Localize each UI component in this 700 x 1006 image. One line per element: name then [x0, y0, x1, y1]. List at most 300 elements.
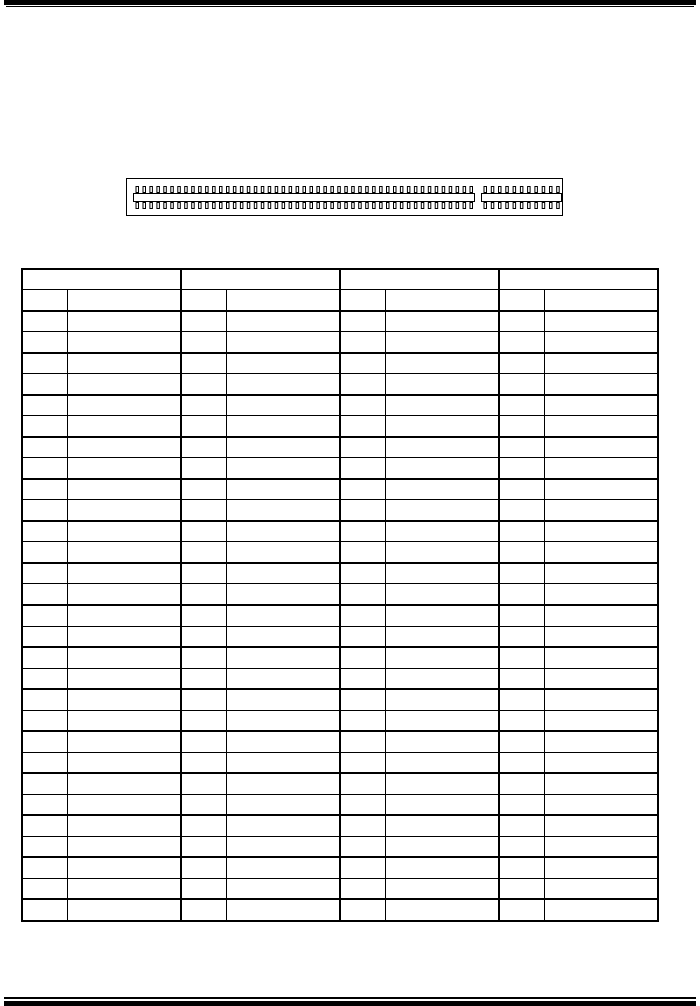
pin-number-cell — [340, 899, 385, 921]
slot-pin-bottom — [171, 203, 174, 209]
slot-pin-bottom — [254, 203, 256, 209]
signal-name-cell — [544, 542, 658, 563]
signal-name-cell — [226, 773, 340, 794]
pin-number-cell — [499, 710, 544, 731]
slot-pin-top — [442, 187, 445, 193]
signal-name-cell — [385, 710, 499, 731]
signal-name-cell — [385, 416, 499, 437]
slot-pin-top — [394, 187, 397, 193]
slot-pin-top — [400, 187, 403, 193]
pin-number-cell — [22, 521, 67, 542]
signal-name-cell — [226, 794, 340, 815]
slot-pin-top — [470, 187, 473, 193]
pin-number-cell — [22, 710, 67, 731]
slot-pin-bottom — [164, 203, 167, 209]
slot-pin-bottom — [400, 203, 403, 209]
signal-name-cell — [385, 584, 499, 605]
signal-name-cell — [226, 353, 340, 374]
pin-number-cell — [340, 836, 385, 857]
pin-number-cell — [22, 332, 67, 353]
pin-number-cell — [181, 794, 226, 815]
slot-pin-bottom — [373, 203, 376, 209]
slot-pin-top — [484, 187, 487, 193]
signal-name-cell — [226, 752, 340, 773]
table-row — [22, 752, 658, 773]
pin-number-cell — [499, 626, 544, 647]
signal-name-cell — [67, 479, 181, 500]
slot-pin-bottom — [407, 203, 410, 209]
signal-name-cell — [67, 815, 181, 836]
slot-pin-top — [428, 187, 431, 193]
slot-pin-bottom — [359, 203, 362, 209]
table-row — [22, 479, 658, 500]
signal-name-cell — [385, 479, 499, 500]
table-header-cell — [340, 269, 499, 290]
pin-number-cell — [181, 689, 226, 710]
slot-pin-top — [435, 187, 438, 193]
pin-number-cell — [340, 437, 385, 458]
signal-name-cell — [226, 731, 340, 752]
pin-number-cell — [499, 857, 544, 878]
pin-number-cell — [181, 374, 226, 395]
signal-name-cell — [544, 794, 658, 815]
slot-pin-bottom — [463, 203, 466, 209]
pin-number-cell — [22, 563, 67, 584]
slot-pin-bottom — [233, 203, 236, 209]
pin-number-cell — [499, 878, 544, 899]
slot-pin-top — [352, 187, 355, 193]
slot-pin-bottom — [261, 203, 264, 209]
pin-number-cell — [340, 794, 385, 815]
pin-number-cell — [340, 668, 385, 689]
pin-number-cell — [22, 500, 67, 521]
pin-number-cell — [181, 710, 226, 731]
signal-name-cell — [544, 500, 658, 521]
pin-number-cell — [340, 647, 385, 668]
pin-number-cell — [499, 479, 544, 500]
pin-number-cell — [499, 584, 544, 605]
slot-pin-top — [227, 187, 230, 193]
pin-number-cell — [181, 752, 226, 773]
signal-name-cell — [67, 647, 181, 668]
pin-number-cell — [499, 437, 544, 458]
pin-number-cell — [22, 899, 67, 921]
slot-pin-top — [520, 187, 523, 193]
pin-number-cell — [340, 395, 385, 416]
table-header-row — [22, 269, 658, 290]
table-header-cell — [181, 269, 340, 290]
slot-pin-bottom — [296, 203, 299, 209]
slot-pin-bottom — [247, 203, 250, 209]
slot-pin-top — [233, 187, 236, 193]
slot-connector-svg — [127, 179, 564, 217]
slot-pin-top — [164, 187, 167, 193]
slot-pin-top — [345, 187, 348, 193]
signal-name-cell — [67, 899, 181, 921]
signal-name-cell — [226, 878, 340, 899]
pin-number-cell — [340, 878, 385, 899]
table-row — [22, 815, 658, 836]
slot-pin-bottom — [456, 203, 459, 209]
slot-pin-top — [331, 187, 334, 193]
signal-name-cell — [544, 605, 658, 626]
pin-number-cell — [499, 416, 544, 437]
table-row — [22, 857, 658, 878]
slot-pin-top — [535, 187, 538, 193]
pin-number-cell — [181, 626, 226, 647]
slot-pin-top — [491, 187, 494, 193]
slot-pin-top — [550, 187, 553, 193]
signal-name-cell — [67, 626, 181, 647]
signal-name-cell — [385, 458, 499, 479]
pin-number-cell — [181, 668, 226, 689]
table-row — [22, 563, 658, 584]
signal-name-cell — [385, 395, 499, 416]
pin-number-cell — [22, 458, 67, 479]
slot-pin-top — [303, 187, 306, 193]
slot-pin-bottom — [317, 203, 320, 209]
signal-name-cell — [226, 290, 340, 311]
pin-number-cell — [22, 374, 67, 395]
pin-number-cell — [181, 542, 226, 563]
signal-name-cell — [226, 647, 340, 668]
pin-number-cell — [499, 815, 544, 836]
pin-number-cell — [22, 773, 67, 794]
slot-pin-bottom — [199, 203, 202, 209]
pin-number-cell — [22, 416, 67, 437]
pin-number-cell — [499, 353, 544, 374]
signal-name-cell — [226, 521, 340, 542]
slot-pin-bottom — [513, 203, 516, 209]
signal-name-cell — [544, 668, 658, 689]
slot-pin-bottom — [394, 203, 397, 209]
signal-name-cell — [67, 689, 181, 710]
signal-name-cell — [544, 773, 658, 794]
signal-name-cell — [544, 815, 658, 836]
signal-name-cell — [226, 458, 340, 479]
table-row — [22, 878, 658, 899]
signal-name-cell — [385, 752, 499, 773]
slot-pin-top — [542, 187, 545, 193]
signal-name-cell — [67, 731, 181, 752]
slot-pin-top — [220, 187, 223, 193]
pin-number-cell — [22, 752, 67, 773]
pin-number-cell — [22, 290, 67, 311]
pin-number-cell — [181, 500, 226, 521]
signal-name-cell — [385, 374, 499, 395]
signal-name-cell — [544, 353, 658, 374]
pin-number-cell — [22, 437, 67, 458]
slot-pin-top — [247, 187, 250, 193]
signal-name-cell — [67, 374, 181, 395]
signal-name-cell — [544, 689, 658, 710]
signal-name-cell — [544, 437, 658, 458]
slot-pin-bottom — [324, 203, 327, 209]
slot-pin-top — [557, 187, 560, 193]
table-row — [22, 836, 658, 857]
slot-pin-bottom — [213, 203, 216, 209]
signal-name-cell — [226, 332, 340, 353]
signal-name-cell — [544, 647, 658, 668]
pin-number-cell — [499, 668, 544, 689]
slot-pin-bottom — [240, 203, 243, 209]
pin-number-cell — [181, 857, 226, 878]
signal-name-cell — [67, 395, 181, 416]
signal-name-cell — [544, 626, 658, 647]
pin-number-cell — [499, 374, 544, 395]
slot-pin-bottom — [366, 203, 369, 209]
signal-name-cell — [226, 500, 340, 521]
table-row — [22, 773, 658, 794]
slot-pin-top — [338, 187, 341, 193]
table-row — [22, 605, 658, 626]
signal-name-cell — [544, 332, 658, 353]
slot-pin-top — [359, 187, 362, 193]
pin-number-cell — [340, 731, 385, 752]
signal-name-cell — [385, 815, 499, 836]
pin-number-cell — [181, 731, 226, 752]
pin-number-cell — [181, 311, 226, 332]
signal-name-cell — [226, 710, 340, 731]
slot-pin-top — [414, 187, 417, 193]
slot-pin-bottom — [178, 203, 181, 209]
top-rule — [4, 0, 696, 6]
signal-name-cell — [385, 647, 499, 668]
signal-name-cell — [226, 668, 340, 689]
signal-name-cell — [226, 374, 340, 395]
pin-number-cell — [340, 773, 385, 794]
table-row — [22, 353, 658, 374]
table-row — [22, 647, 658, 668]
slot-pin-bottom — [282, 203, 285, 209]
slot-pin-bottom — [136, 203, 139, 209]
table-row — [22, 374, 658, 395]
signal-name-cell — [385, 626, 499, 647]
pin-number-cell — [340, 752, 385, 773]
slot-pin-top — [275, 187, 278, 193]
slot-pin-bottom — [150, 203, 153, 209]
slot-pin-bottom — [435, 203, 438, 209]
pin-number-cell — [181, 773, 226, 794]
signal-name-cell — [544, 479, 658, 500]
slot-pin-top — [282, 187, 285, 193]
table-row — [22, 626, 658, 647]
signal-name-cell — [226, 626, 340, 647]
signal-name-cell — [544, 899, 658, 921]
table-row — [22, 521, 658, 542]
signal-name-cell — [385, 542, 499, 563]
signal-name-cell — [226, 479, 340, 500]
slot-pin-bottom — [550, 203, 553, 209]
slot-pin-bottom — [528, 203, 531, 209]
pin-number-cell — [181, 332, 226, 353]
slot-pin-bottom — [338, 203, 341, 209]
table-header-cell — [499, 269, 658, 290]
table-row — [22, 542, 658, 563]
signal-name-cell — [385, 437, 499, 458]
slot-pin-top — [513, 187, 516, 193]
pin-number-cell — [340, 626, 385, 647]
pin-number-cell — [181, 563, 226, 584]
signal-name-cell — [226, 311, 340, 332]
slot-pin-bottom — [157, 203, 160, 209]
pin-number-cell — [499, 773, 544, 794]
slot-pin-top — [185, 187, 188, 193]
signal-name-cell — [385, 878, 499, 899]
slot-pin-bottom — [506, 203, 509, 209]
table-row — [22, 689, 658, 710]
pin-number-cell — [340, 815, 385, 836]
pin-number-cell — [499, 332, 544, 353]
slot-pin-top — [296, 187, 299, 193]
pin-number-cell — [499, 752, 544, 773]
signal-name-cell — [385, 521, 499, 542]
slot-pin-top — [143, 187, 146, 193]
signal-name-cell — [544, 563, 658, 584]
signal-name-cell — [385, 857, 499, 878]
pin-number-cell — [499, 521, 544, 542]
pin-number-cell — [22, 647, 67, 668]
pin-number-cell — [499, 542, 544, 563]
pin-number-cell — [181, 647, 226, 668]
table-row — [22, 416, 658, 437]
table-header-cell — [22, 269, 181, 290]
pin-number-cell — [499, 689, 544, 710]
signal-name-cell — [385, 689, 499, 710]
slot-pin-bottom — [192, 203, 195, 209]
slot-pin-top — [421, 187, 424, 193]
pin-number-cell — [340, 500, 385, 521]
slot-pin-bottom — [484, 203, 487, 209]
pin-number-cell — [22, 311, 67, 332]
pin-number-cell — [181, 584, 226, 605]
pin-number-cell — [340, 458, 385, 479]
pin-number-cell — [22, 731, 67, 752]
slot-pin-top — [150, 187, 153, 193]
slot-pin-bottom — [310, 203, 313, 209]
signal-name-cell — [226, 605, 340, 626]
pin-number-cell — [499, 500, 544, 521]
slot-pin-bottom — [275, 203, 278, 209]
slot-pin-bottom — [542, 203, 545, 209]
signal-name-cell — [226, 689, 340, 710]
pin-number-cell — [181, 815, 226, 836]
pin-number-cell — [22, 479, 67, 500]
signal-name-cell — [385, 773, 499, 794]
pin-number-cell — [499, 311, 544, 332]
signal-name-cell — [544, 416, 658, 437]
slot-pin-top — [213, 187, 216, 193]
signal-name-cell — [544, 458, 658, 479]
signal-name-cell — [544, 290, 658, 311]
pin-number-cell — [181, 353, 226, 374]
signal-name-cell — [67, 794, 181, 815]
pin-number-cell — [22, 836, 67, 857]
signal-name-cell — [67, 311, 181, 332]
slot-connector-diagram — [126, 178, 563, 216]
signal-name-cell — [544, 521, 658, 542]
pin-number-cell — [340, 563, 385, 584]
signal-name-cell — [67, 752, 181, 773]
table-row — [22, 332, 658, 353]
pin-number-cell — [340, 416, 385, 437]
signal-name-cell — [67, 521, 181, 542]
signal-name-cell — [544, 836, 658, 857]
slot-pin-bottom — [331, 203, 334, 209]
slot-pin-top — [240, 187, 243, 193]
signal-name-cell — [226, 437, 340, 458]
signal-name-cell — [385, 605, 499, 626]
pin-number-cell — [22, 857, 67, 878]
pin-number-cell — [181, 878, 226, 899]
slot-pin-bottom — [491, 203, 494, 209]
slot-pin-top — [157, 187, 160, 193]
pin-number-cell — [340, 479, 385, 500]
slot-pin-top — [206, 187, 209, 193]
table-body — [22, 290, 658, 922]
slot-pin-bottom — [268, 203, 271, 209]
pin-assignment-table — [21, 268, 659, 922]
pin-number-cell — [22, 626, 67, 647]
slot-key-body — [482, 194, 562, 202]
pin-number-cell — [499, 458, 544, 479]
slot-pin-bottom — [220, 203, 223, 209]
table-row — [22, 668, 658, 689]
pin-number-cell — [22, 794, 67, 815]
slot-pin-top — [261, 187, 264, 193]
slot-pin-top — [387, 187, 390, 193]
pin-number-cell — [340, 311, 385, 332]
signal-name-cell — [67, 542, 181, 563]
pin-number-cell — [340, 332, 385, 353]
signal-name-cell — [226, 584, 340, 605]
table-row — [22, 794, 658, 815]
table-row — [22, 458, 658, 479]
slot-pin-top — [380, 187, 383, 193]
pin-number-cell — [340, 542, 385, 563]
slot-pin-bottom — [449, 203, 452, 209]
slot-pin-bottom — [185, 203, 188, 209]
signal-name-cell — [544, 311, 658, 332]
slot-pin-bottom — [414, 203, 417, 209]
slot-pin-top — [289, 187, 292, 193]
signal-name-cell — [385, 899, 499, 921]
signal-name-cell — [67, 836, 181, 857]
slot-pin-bottom — [206, 203, 209, 209]
signal-name-cell — [226, 416, 340, 437]
slot-pin-top — [192, 187, 195, 193]
signal-name-cell — [544, 374, 658, 395]
signal-name-cell — [226, 563, 340, 584]
signal-name-cell — [385, 353, 499, 374]
signal-name-cell — [67, 773, 181, 794]
slot-pin-top — [456, 187, 459, 193]
slot-pin-top — [324, 187, 327, 193]
table-row — [22, 311, 658, 332]
slot-pin-bottom — [143, 203, 146, 209]
pin-number-cell — [340, 689, 385, 710]
signal-name-cell — [544, 752, 658, 773]
pin-number-cell — [181, 458, 226, 479]
signal-name-cell — [226, 857, 340, 878]
pin-number-cell — [181, 416, 226, 437]
slot-pin-top — [463, 187, 466, 193]
pin-number-cell — [181, 395, 226, 416]
slot-pin-top — [407, 187, 410, 193]
pin-number-cell — [499, 290, 544, 311]
pin-number-cell — [181, 437, 226, 458]
signal-name-cell — [226, 899, 340, 921]
